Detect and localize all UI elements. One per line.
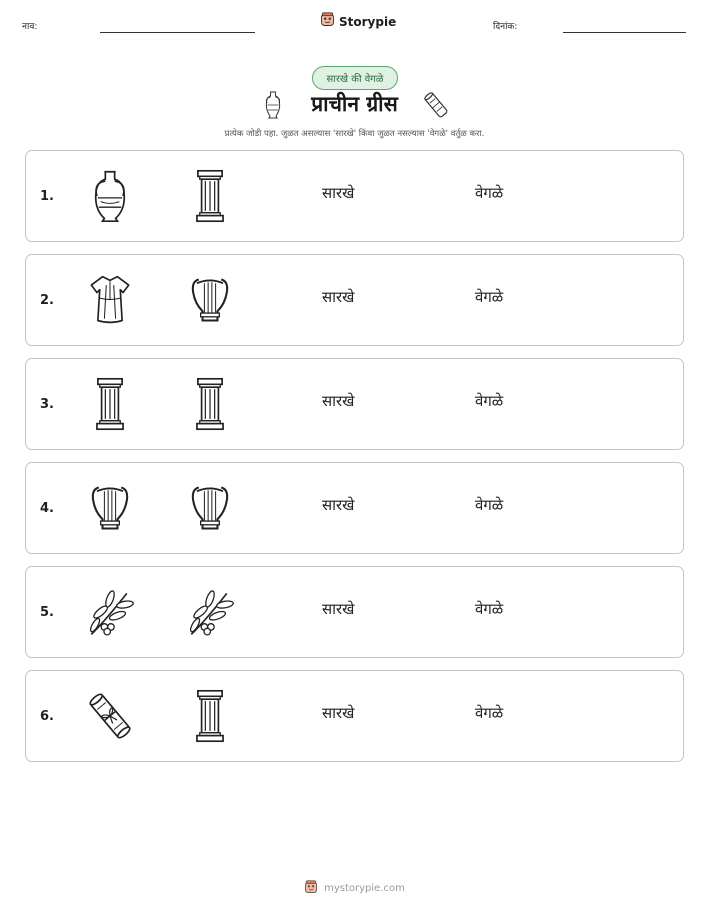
column-icon [182, 167, 238, 225]
option-same[interactable]: सारखे [322, 184, 355, 202]
question-number: 3. [40, 397, 54, 412]
name-field[interactable] [100, 32, 255, 33]
column-icon [82, 375, 138, 433]
column-icon [182, 375, 238, 433]
scroll-icon [424, 90, 448, 124]
lyre-icon [182, 271, 238, 329]
footer [0, 880, 709, 897]
option-same[interactable]: सारखे [322, 288, 355, 306]
storypie-mascot-icon [304, 880, 318, 897]
question-row [25, 462, 684, 554]
worksheet-type-badge: सारखे की वेगळे [312, 66, 398, 90]
option-different[interactable]: वेगळे [475, 496, 504, 514]
option-different[interactable]: वेगळे [475, 392, 504, 410]
page-title: प्राचीन ग्रीस [311, 92, 398, 116]
question-row [25, 150, 684, 242]
olive-branch-icon [82, 583, 138, 641]
question-number: 1. [40, 189, 54, 204]
date-label: दिनांक: [493, 22, 518, 32]
scroll-icon [82, 687, 138, 745]
brand-logo [320, 12, 396, 31]
olive-branch-icon [182, 583, 238, 641]
date-field[interactable] [563, 32, 686, 33]
option-different[interactable]: वेगळे [475, 704, 504, 722]
question-number: 4. [40, 501, 54, 516]
question-number: 6. [40, 709, 54, 724]
option-same[interactable]: सारखे [322, 392, 355, 410]
footer-site: mystorypie.com [324, 883, 405, 894]
question-row [25, 670, 684, 762]
name-label: नाव: [22, 22, 38, 32]
option-same[interactable]: सारखे [322, 496, 355, 514]
amphora-icon [82, 167, 138, 225]
question-row [25, 254, 684, 346]
option-different[interactable]: वेगळे [475, 600, 504, 618]
question-number: 2. [40, 293, 54, 308]
lyre-icon [182, 479, 238, 537]
lyre-icon [82, 479, 138, 537]
question-number: 5. [40, 605, 54, 620]
column-icon [182, 687, 238, 745]
storypie-mascot-icon [320, 12, 335, 31]
brand-name: Storypie [339, 14, 397, 29]
option-different[interactable]: वेगळे [475, 184, 504, 202]
instructions: प्रत्येक जोडी पहा. जुळत असल्यास 'सारखे' किंवा जुळत नसल्यास 'वेगळे' वर्तुळ करा. [224, 129, 485, 139]
question-row [25, 358, 684, 450]
option-different[interactable]: वेगळे [475, 288, 504, 306]
option-same[interactable]: सारखे [322, 704, 355, 722]
question-row [25, 566, 684, 658]
tunic-icon [82, 271, 138, 329]
option-same[interactable]: सारखे [322, 600, 355, 618]
